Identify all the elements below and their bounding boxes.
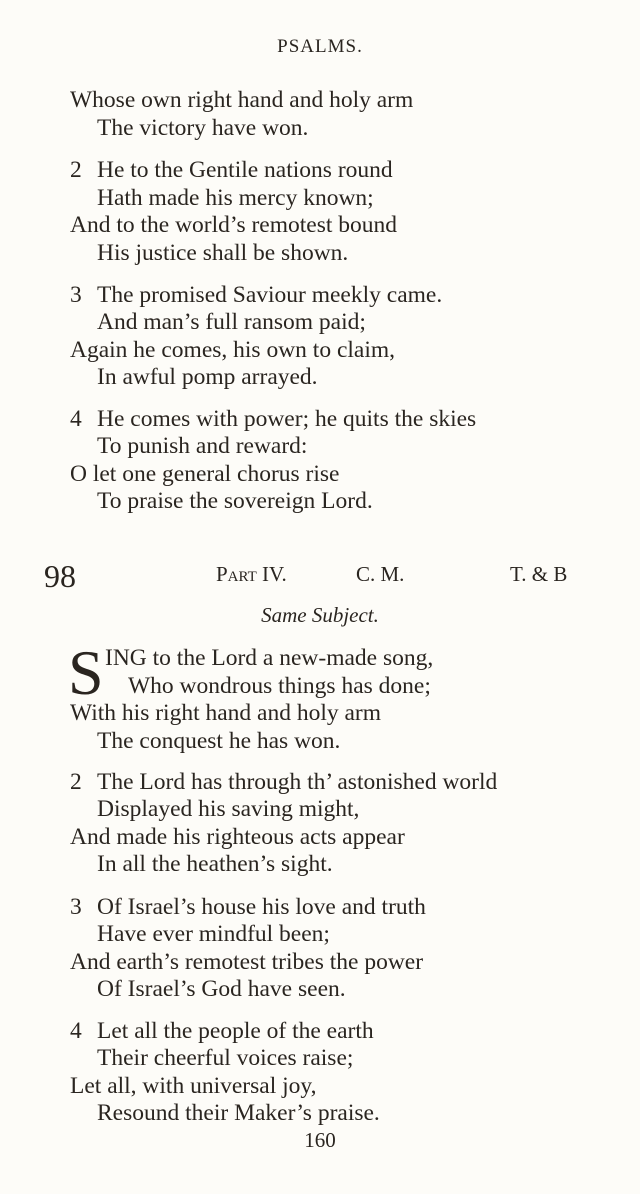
verse-line: Of Israel’s house his love and truth (97, 894, 426, 920)
hymn-part: Part IV. (216, 562, 287, 586)
stanza-number: 4 (70, 406, 82, 432)
stanza-number: 3 (70, 282, 82, 308)
hymn-subject: Same Subject. (261, 603, 379, 627)
verse-line: Again he comes, his own to claim, (70, 337, 396, 363)
verse-line: To punish and reward: (97, 433, 308, 459)
verse-line: And made his righteous acts appear (70, 824, 405, 850)
verse-line: The victory have won. (97, 115, 309, 141)
running-header: PSALMS. (277, 36, 363, 57)
drop-cap: S (68, 637, 104, 708)
verse-line: Whose own right hand and holy arm (70, 87, 414, 113)
hymn-meter: C. M. (356, 562, 405, 586)
verse-line: O let one general chorus rise (70, 461, 340, 487)
verse-line: And to the world’s remotest bound (70, 212, 398, 238)
verse-line: The promised Saviour meekly came. (97, 282, 443, 308)
verse-line: He comes with power; he quits the skies (97, 406, 477, 432)
verse-line: Of Israel’s God have seen. (97, 976, 346, 1002)
verse-line: Displayed his saving might, (97, 796, 360, 822)
hymn-number: 98 (44, 558, 76, 594)
stanza-number: 2 (70, 769, 82, 795)
verse-line: To praise the sovereign Lord. (97, 488, 373, 514)
stanza-number: 3 (70, 894, 82, 920)
stanza-number: 2 (70, 157, 82, 183)
verse-line: And earth’s remotest tribes the power (70, 949, 424, 975)
verse-line: His justice shall be shown. (97, 240, 349, 266)
verse-line: Let all, with universal joy, (70, 1073, 317, 1099)
verse-line: Have ever mindful been; (97, 921, 330, 947)
verse-line: Their cheerful voices raise; (97, 1045, 354, 1071)
verse-line: The conquest he has won. (97, 728, 341, 754)
verse-line: The Lord has through th’ astonished world (97, 769, 498, 795)
verse-line: ING to the Lord a new-made song, (105, 645, 434, 671)
stanza-number: 4 (70, 1018, 82, 1044)
verse-line: In awful pomp arrayed. (97, 364, 318, 390)
verse-line: With his right hand and holy arm (70, 700, 382, 726)
verse-line: In all the heathen’s sight. (97, 851, 333, 877)
hymn-tune: T. & B (510, 562, 568, 586)
verse-line: Let all the people of the earth (97, 1018, 374, 1044)
verse-line: Hath made his mercy known; (97, 185, 374, 211)
verse-line: And man’s full ransom paid; (97, 309, 366, 335)
verse-line: He to the Gentile nations round (97, 157, 393, 183)
verse-line: Resound their Maker’s praise. (97, 1100, 380, 1126)
page-number: 160 (304, 1128, 336, 1152)
verse-line: Who wondrous things has done; (128, 673, 431, 699)
